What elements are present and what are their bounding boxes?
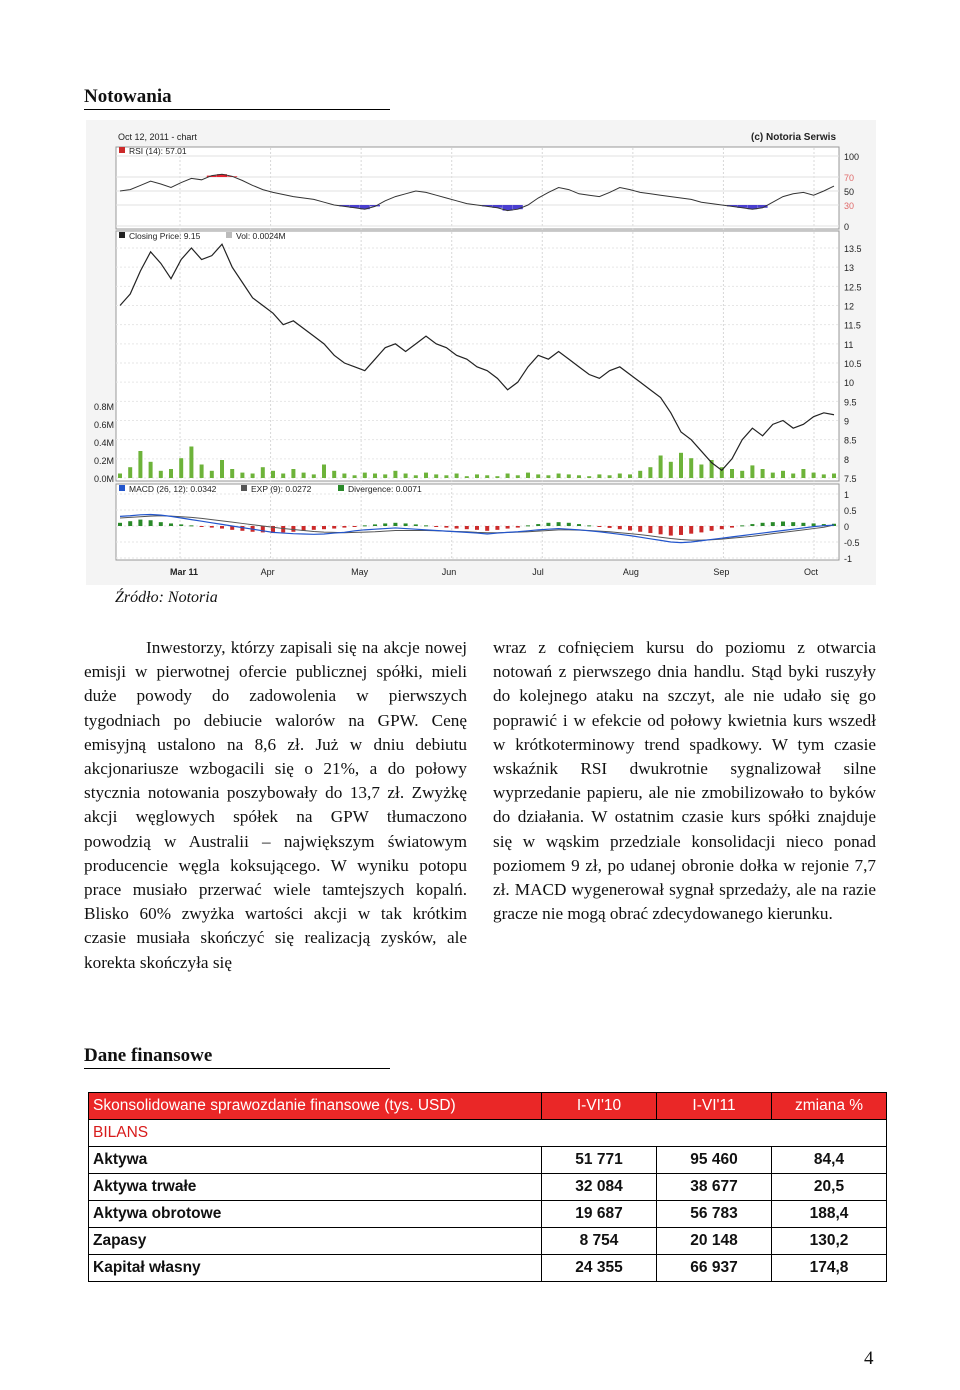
divergence-bar [771, 522, 775, 526]
divergence-bar [608, 526, 612, 528]
chart-copyright: (c) Notoria Serwis [751, 132, 837, 143]
divergence-bar [281, 526, 285, 532]
divergence-bar [342, 526, 346, 528]
divergence-bar [220, 526, 224, 529]
divergence-bar [424, 525, 428, 526]
volume-bar [495, 476, 499, 478]
article-column-left [84, 636, 467, 975]
macd-tick-label: 0 [844, 522, 850, 532]
divergence-bar [200, 526, 204, 527]
volume-bar [567, 474, 571, 478]
price-tick-label: 9.5 [844, 397, 857, 408]
volume-bar [761, 469, 765, 478]
volume-bar [434, 474, 438, 478]
rsi-tick-label: 30 [844, 201, 855, 211]
row-value-col3: 84,4 [772, 1147, 887, 1174]
volume-bar [363, 473, 367, 478]
volume-bar [577, 475, 581, 478]
volume-bar [230, 469, 234, 478]
volume-bar [312, 474, 316, 478]
volume-bar [812, 473, 816, 478]
div-legend-swatch [338, 485, 344, 491]
macd-label: MACD (26, 12): 0.0342 [129, 484, 217, 494]
x-tick-label: May [351, 567, 369, 577]
volume-bar [159, 471, 163, 478]
volume-bar [261, 467, 265, 478]
volume-bar [618, 474, 622, 479]
volume-bar [659, 456, 663, 479]
row-value-col1: 32 084 [542, 1174, 657, 1201]
volume-bar [557, 474, 561, 479]
volume-bar [332, 471, 336, 478]
volume-bar [444, 475, 448, 478]
price-tick-label: 11 [844, 339, 854, 350]
x-tick-label: Apr [260, 567, 275, 577]
price-tick-label: 12 [844, 301, 855, 312]
volume-bar [240, 473, 244, 478]
price-tick-label: 10.5 [844, 359, 862, 369]
volume-bar [220, 460, 224, 478]
volume-tick-label: 0.2M [94, 456, 115, 466]
divergence-bar [618, 526, 622, 529]
divergence-bar [159, 522, 163, 526]
macd-tick-label: 0.5 [844, 506, 857, 516]
divergence-bar [761, 523, 765, 526]
divergence-bar [516, 526, 520, 528]
volume-bar [516, 475, 520, 478]
divergence-bar [495, 526, 499, 530]
row-value-col3: 20,5 [772, 1174, 887, 1201]
price-tick-label: 13 [844, 263, 855, 274]
row-label: Aktywa [89, 1147, 542, 1174]
rsi-tick-label: 0 [844, 222, 850, 232]
volume-bar [628, 474, 632, 478]
divergence-bar [659, 526, 663, 534]
divergence-bar [587, 525, 591, 526]
volume-bar [118, 474, 122, 479]
volume-bar [169, 469, 173, 478]
volume-bar [342, 474, 346, 479]
volume-bar [424, 473, 428, 478]
x-tick-label: Jul [532, 567, 544, 577]
volume-bar [740, 471, 744, 478]
volume-bar [271, 471, 275, 478]
div-label: Divergence: 0.0071 [348, 484, 422, 494]
volume-bar [638, 471, 642, 478]
price-tick-label: 10 [844, 378, 855, 389]
volume-bar [832, 474, 836, 479]
dane-finansowe-heading: Dane finansowe [84, 1045, 390, 1069]
volume-bar [465, 476, 469, 478]
divergence-bar [730, 526, 734, 528]
row-value-col1: 19 687 [542, 1201, 657, 1228]
volume-bar [822, 474, 826, 478]
divergence-bar [189, 525, 193, 526]
price-tick-label: 8.5 [844, 435, 857, 446]
chart-source-caption: Źródło: Notoria [115, 589, 218, 606]
table-header-col1: I-VI'10 [542, 1093, 657, 1120]
divergence-bar [567, 523, 571, 526]
volume-bar [302, 473, 306, 478]
divergence-bar [689, 526, 693, 534]
divergence-bar [312, 526, 316, 530]
vol-legend-swatch [226, 232, 232, 238]
divergence-bar [383, 523, 387, 526]
divergence-bar [781, 522, 785, 526]
price-tick-label: 7.5 [844, 474, 857, 484]
chart-date-label: Oct 12, 2011 - chart [118, 132, 197, 142]
divergence-bar [455, 526, 459, 529]
divergence-bar [404, 523, 408, 526]
volume-bar [669, 462, 673, 478]
article-paragraph-1: Inwestorzy, którzy zapisali się na akcje nowej emisji w pierwotnej ofercie publicznej spółki, mieli duże powody do zadowolenia w pierwszych tygodniach po debiucie walorów na GPW. Cenę emisyjną ustalono na 8,6 zł. Już w dniu debiutu akcjonariusze wzbogacili się o 21%, a do połowy stycznia notowania poszybowały do 13,7 zł. Zwyżkę akcji węglowych spółek na GPW tłumaczono powodzią w Australii – największym światowym producencie węgla koksującego. W wyniku potopu prace musiało przerwać wiele tamtejszych kopalń. Blisko 60% zwyżka wartości akcji w tak krótkim czasie musiała skończyć się realizacją zysków, ale korekta skończyła się [84, 638, 467, 972]
divergence-bar [149, 520, 153, 526]
vol-label: Vol: 0.0024M [236, 231, 286, 241]
volume-bar [771, 473, 775, 478]
page-number: 4 [864, 1348, 874, 1369]
price-tick-label: 11.5 [844, 320, 861, 331]
table-row [89, 1201, 887, 1228]
volume-bar [689, 458, 693, 478]
divergence-bar [118, 523, 122, 526]
divergence-bar [699, 526, 703, 532]
table-row [89, 1228, 887, 1255]
divergence-bar [465, 526, 469, 529]
divergence-bar [638, 526, 642, 532]
divergence-bar [138, 520, 142, 526]
volume-bar [138, 451, 142, 478]
stock-chart [86, 120, 876, 585]
divergence-bar [179, 524, 183, 526]
rsi-tick-label: 50 [844, 187, 855, 197]
volume-bar [322, 465, 326, 479]
price-tick-label: 13.5 [844, 244, 862, 254]
price-tick-label: 9 [844, 416, 850, 427]
volume-bar [179, 458, 183, 478]
macd-tick-label: -1 [844, 554, 853, 564]
divergence-bar [393, 523, 397, 526]
volume-tick-label: 0.8M [94, 402, 115, 412]
row-value-col2: 95 460 [657, 1147, 772, 1174]
divergence-bar [128, 521, 132, 526]
article-paragraph-2: wraz z cofnięciem kursu do poziomu z otwarcia notowań z pierwszego dnia handlu. Stąd byki ruszyły do kolejnego ataku na szczyt, ale nie udało się go poprawić i w efekcie od połowy kwietnia kurs wszedł w krótkoterminowy trend spadkowy. W tym czasie wskaźnik RSI dwukrotnie sygnalizował silne wyprzedanie papieru, ale nie zmobilizowało to byków do działania. W ostatnim czasie kurs spółki znajduje się w wąskim przedziale konsolidacji nieco ponad poziomem 9 zł, po udanej obronie dołka w rejonie 7,7 zł. MACD wygenerował sygnał sprzedaży, ale na razie gracze nie mogą obrać zdecydowanego kierunku. [493, 638, 876, 924]
divergence-bar [506, 526, 510, 529]
x-tick-label: Mar 11 [170, 567, 199, 577]
divergence-bar [414, 524, 418, 526]
x-tick-label: Aug [622, 567, 639, 577]
rsi-tick-label: 70 [844, 173, 855, 183]
divergence-bar [210, 526, 214, 528]
row-value-col2: 66 937 [657, 1255, 772, 1282]
divergence-bar [291, 526, 295, 532]
volume-bar [791, 474, 795, 479]
volume-bar [730, 469, 734, 478]
volume-bar [128, 467, 132, 478]
divergence-bar [648, 526, 652, 533]
rsi-tick-label: 100 [844, 152, 860, 162]
divergence-bar [373, 524, 377, 526]
volume-tick-label: 0.4M [94, 438, 115, 448]
row-value-col2: 56 783 [657, 1201, 772, 1228]
volume-bar [455, 474, 459, 479]
volume-tick-label: 0.0M [94, 474, 115, 484]
divergence-bar [801, 523, 805, 526]
x-tick-label: Sep [713, 567, 730, 577]
divergence-bar [536, 524, 540, 526]
divergence-bar [353, 526, 357, 527]
volume-bar [648, 467, 652, 478]
volume-bar [404, 474, 408, 479]
row-value-col2: 20 148 [657, 1228, 772, 1255]
closing-legend-swatch [119, 232, 125, 238]
volume-bar [597, 474, 601, 478]
x-tick-label: Oct [804, 567, 819, 577]
financial-table [88, 1092, 887, 1282]
divergence-bar [526, 525, 530, 526]
divergence-bar [750, 524, 754, 526]
macd-legend-swatch [119, 485, 125, 491]
divergence-bar [475, 526, 479, 530]
divergence-bar [444, 526, 448, 528]
divergence-bar [577, 524, 581, 526]
volume-bar [200, 465, 204, 479]
row-label: Zapasy [89, 1228, 542, 1255]
divergence-bar [740, 525, 744, 526]
row-value-col2: 38 677 [657, 1174, 772, 1201]
volume-bar [801, 469, 805, 478]
divergence-bar [169, 523, 173, 526]
volume-bar [536, 474, 540, 478]
notowania-heading: Notowania [84, 86, 390, 110]
row-label: Aktywa trwałe [89, 1174, 542, 1201]
volume-bar [546, 475, 550, 478]
volume-bar [679, 453, 683, 478]
table-header-col2: I-VI'11 [657, 1093, 772, 1120]
divergence-bar [546, 523, 550, 526]
volume-bar [587, 476, 591, 478]
divergence-bar [791, 522, 795, 526]
stock-chart-svg [86, 120, 876, 585]
table-section-label: BILANS [89, 1120, 887, 1147]
volume-bar [750, 465, 754, 478]
closing-label: Closing Price: 9.15 [129, 231, 201, 241]
volume-bar [506, 474, 510, 479]
row-value-col1: 51 771 [542, 1147, 657, 1174]
row-label: Aktywa obrotowe [89, 1201, 542, 1228]
volume-bar [526, 473, 530, 478]
divergence-bar [679, 526, 683, 535]
volume-bar [414, 475, 418, 478]
volume-bar [475, 474, 479, 478]
row-label: Kapitał własny [89, 1255, 542, 1282]
x-tick-label: Jun [441, 567, 457, 577]
divergence-bar [720, 526, 724, 529]
divergence-bar [669, 526, 673, 536]
volume-bar [699, 465, 703, 479]
table-row [89, 1147, 887, 1174]
volume-bar [291, 469, 295, 478]
macd-tick-label: 1 [844, 490, 850, 500]
volume-bar [393, 471, 397, 478]
divergence-bar [597, 526, 601, 527]
volume-bar [189, 447, 193, 479]
divergence-bar [812, 523, 816, 526]
volume-bar [149, 462, 153, 478]
rsi-legend-swatch [119, 147, 125, 153]
divergence-bar [332, 526, 336, 529]
volume-bar [608, 475, 612, 478]
table-header-col3: zmiana % [772, 1093, 887, 1120]
row-value-col1: 8 754 [542, 1228, 657, 1255]
divergence-bar [434, 526, 438, 527]
row-value-col3: 188,4 [772, 1201, 887, 1228]
table-header-row [89, 1093, 887, 1120]
volume-bar [281, 474, 285, 479]
macd-tick-label: -0.5 [844, 538, 860, 548]
table-section-row [89, 1120, 887, 1147]
divergence-bar [557, 522, 561, 526]
rsi-label: RSI (14): 57.01 [129, 146, 187, 156]
table-row [89, 1255, 887, 1282]
volume-bar [485, 475, 489, 478]
divergence-bar [363, 525, 367, 526]
divergence-bar [628, 526, 632, 530]
volume-bar [781, 471, 785, 478]
table-header-label: Skonsolidowane sprawozdanie finansowe (tys. USD) [89, 1093, 542, 1120]
divergence-bar [710, 526, 714, 531]
row-value-col1: 24 355 [542, 1255, 657, 1282]
volume-bar [373, 474, 377, 479]
divergence-bar [485, 526, 489, 531]
row-value-col3: 130,2 [772, 1228, 887, 1255]
table-row [89, 1174, 887, 1201]
row-value-col3: 174,8 [772, 1255, 887, 1282]
volume-tick-label: 0.6M [94, 420, 115, 430]
article-column-right [493, 636, 876, 926]
volume-bar [251, 474, 255, 479]
divergence-bar [322, 526, 326, 529]
price-tick-label: 8 [844, 454, 850, 465]
volume-bar [210, 471, 214, 478]
exp-legend-swatch [241, 485, 247, 491]
volume-bar [383, 474, 387, 478]
volume-bar [353, 475, 357, 478]
exp-label: EXP (9): 0.0272 [251, 484, 312, 494]
price-tick-label: 12.5 [844, 282, 862, 293]
